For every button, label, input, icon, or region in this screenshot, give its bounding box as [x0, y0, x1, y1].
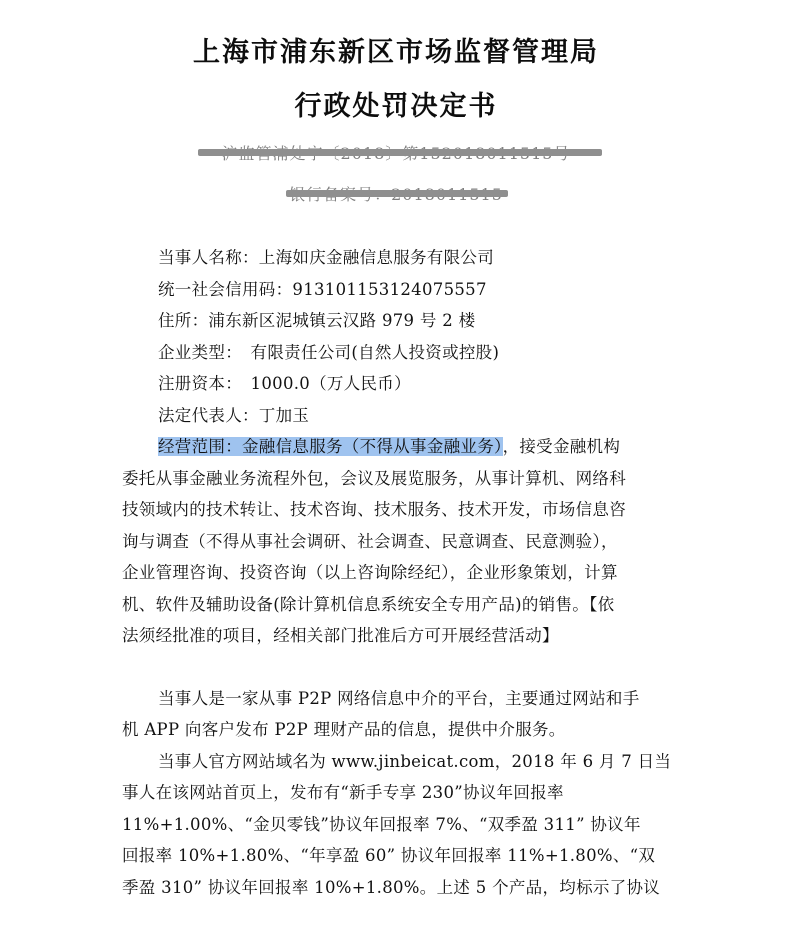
highlighted-business-scope: 经营范围：金融信息服务（不得从事金融业务）	[158, 437, 503, 456]
business-scope-line	[158, 431, 682, 462]
business-scope-line: 机、软件及辅助设备(除计算机信息系统安全专用产品)的销售。【依	[122, 595, 615, 614]
body-paragraph-line: 回报率 10%+1.80%、“年享盈 60” 协议年回报率 11%+1.80%、“双	[122, 846, 656, 865]
business-scope-line: 委托从事金融业务流程外包，会议及展览服务，从事计算机、网络科	[122, 469, 626, 488]
document-title-type: 行政处罚决定书	[294, 91, 498, 122]
party-address: 住所：浦东新区泥城镇云汉路 979 号 2 楼	[158, 311, 476, 330]
party-legal-representative: 法定代表人：丁加玉	[158, 406, 310, 425]
document-title-authority: 上海市浦东新区市场监督管理局	[193, 37, 599, 68]
business-scope-line: 企业管理咨询、投资咨询（以上咨询除经纪），企业形象策划，计算	[122, 563, 618, 582]
redacted-case-number	[0, 182, 792, 205]
redaction-bar	[286, 190, 508, 197]
body-paragraph-line: 事人在该网站首页上，发布有“新手专享 230”协议年回报率	[122, 783, 564, 802]
party-company-type: 企业类型： 有限责任公司(自然人投资或控股)	[158, 343, 500, 362]
business-scope-line: 法须经批准的项目，经相关部门批准后方可开展经营活动】	[122, 626, 559, 645]
party-registered-capital: 注册资本： 1000.0（万人民币）	[158, 374, 411, 393]
business-scope-line: 询与调查（不得从事社会调研、社会调查、民意调查、民意测验），	[122, 532, 618, 551]
body-paragraph-line: 当事人是一家从事 P2P 网络信息中介的平台，主要通过网站和手	[158, 689, 640, 708]
party-credit-code: 统一社会信用码：913101153124075557	[158, 280, 487, 299]
body-paragraph-line: 季盈 310” 协议年回报率 10%+1.80%。上述 5 个产品，均标示了协议	[122, 878, 661, 897]
business-scope-continuation: ，接受金融机构	[502, 437, 621, 456]
redaction-bar	[198, 149, 602, 156]
body-paragraph-line: 机 APP 向客户发布 P2P 理财产品的信息，提供中介服务。	[122, 720, 566, 739]
party-name: 当事人名称：上海如庆金融信息服务有限公司	[158, 248, 494, 267]
business-scope-line: 技领域内的技术转让、技术咨询、技术服务、技术开发，市场信息咨	[122, 500, 626, 519]
redacted-document-number	[0, 141, 792, 164]
body-paragraph-line: 11%+1.00%、“金贝零钱”协议年回报率 7%、“双季盈 311” 协议年	[122, 815, 641, 834]
body-paragraph-line: 当事人官方网站域名为 www.jinbeicat.com，2018 年 6 月 7 日当	[158, 752, 672, 771]
